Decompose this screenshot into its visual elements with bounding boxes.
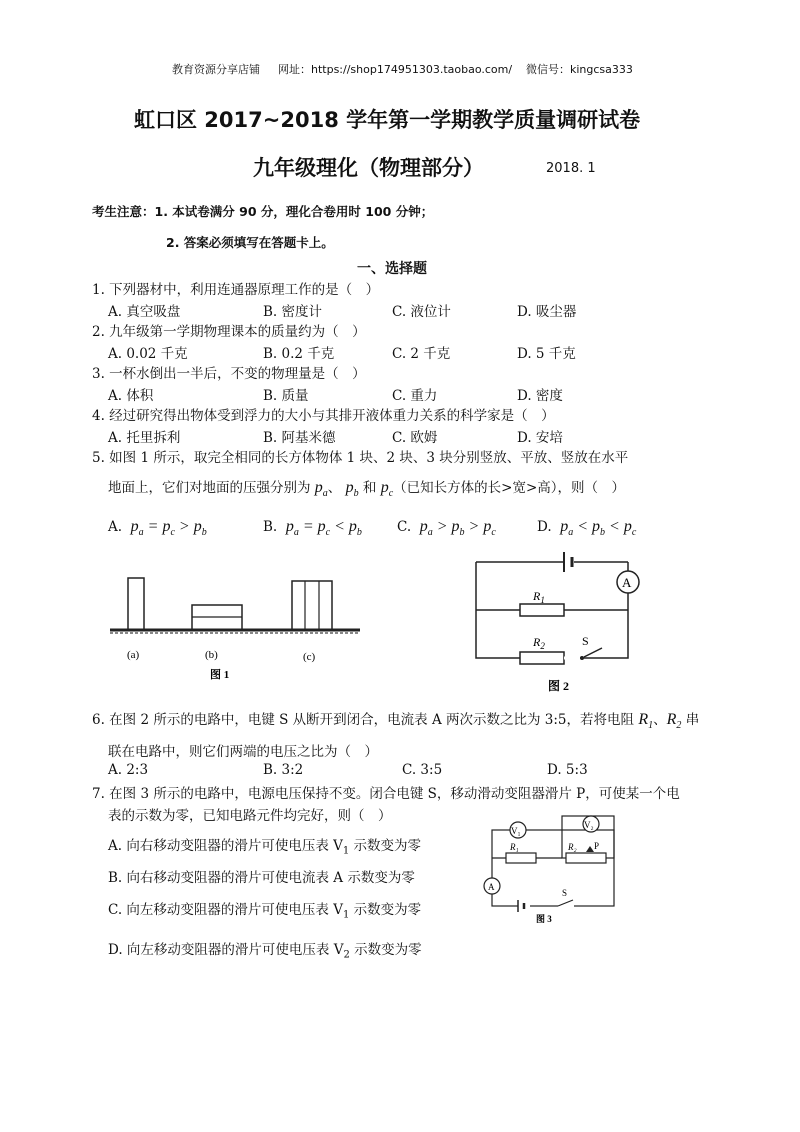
fig3-r2 [566, 853, 606, 863]
fig1-caption: 图 1 [210, 669, 230, 681]
q5-option-b[interactable]: B. $p_a = p_c < p_b$ [263, 518, 362, 539]
q2-option-a[interactable]: A. 0.02 千克 [108, 346, 188, 362]
exam-date: 2018. 1 [546, 161, 596, 176]
svg-text:R₂: R₂ [568, 842, 577, 852]
exam-subtitle: 九年级理化（物理部分） [253, 156, 484, 180]
q7-option-a[interactable]: A. 向右移动变阻器的滑片可使电压表 $V_1$ 示数变为零 [108, 838, 422, 857]
q5-stem-line-2: 地面上，它们对地面的压强分别为 $p_a$、 $p_b$ 和 $p_c$（已知长方体的长>宽>高），则（ ） [108, 479, 626, 500]
q4-option-c[interactable]: C. 欧姆 [392, 430, 438, 446]
svg-text:R₁: R₁ [510, 842, 519, 852]
svg-text:S: S [582, 634, 589, 648]
fig1-block-a [128, 578, 144, 630]
section-heading: 一、选择题 [357, 261, 427, 277]
exam-title: 虹口区 2017~2018 学年第一学期教学质量调研试卷 [134, 108, 641, 132]
q5-option-c[interactable]: C. $p_a > p_b > p_c$ [397, 518, 496, 539]
fig2-r2 [520, 652, 564, 664]
q7-stem-line-2: 表的示数为零，已知电路元件均完好，则（ ） [108, 808, 392, 824]
q2-option-b[interactable]: B. 0.2 千克 [263, 346, 335, 362]
q4-stem: 4. 经过研究得出物体受到浮力的大小与其排开液体重力关系的科学家是（ ） [92, 408, 555, 424]
svg-text:A: A [488, 882, 495, 892]
figure-1 [105, 568, 365, 686]
q7-option-d[interactable]: D. 向左移动变阻器的滑片可使电压表 $V_2$ 示数变为零 [108, 942, 422, 961]
svg-text:R1: $R_1$ [533, 589, 545, 605]
q5-option-a[interactable]: A. $p_a = p_c > p_b$ [108, 518, 207, 539]
svg-text:V₂: V₂ [584, 820, 594, 830]
wechat-id: 微信号：kingcsa333 [526, 63, 633, 76]
q6-option-c[interactable]: C. 3:5 [402, 762, 443, 778]
q2-option-d[interactable]: D. 5 千克 [517, 346, 576, 362]
fig1-label-a: (a) [127, 649, 140, 661]
q5-stem-line-1: 5. 如图 1 所示，取完全相同的长方体物体 1 块、2 块、3 块分别竖放、平放、竖放在水平 [92, 450, 629, 466]
q7-option-b[interactable]: B. 向右移动变阻器的滑片可使电流表 A 示数变为零 [108, 870, 415, 886]
q1-option-d[interactable]: D. 吸尘器 [517, 304, 577, 320]
q3-option-a[interactable]: A. 体积 [108, 388, 154, 404]
q3-option-b[interactable]: B. 质量 [263, 388, 309, 404]
q4-option-d[interactable]: D. 安培 [517, 430, 563, 446]
svg-text:R2: $R_2$ [533, 635, 545, 651]
fig2-caption: 图 2 [548, 679, 570, 693]
svg-text:V₁: V₁ [511, 826, 521, 836]
shop-name: 教育资源分享店铺 [172, 63, 260, 76]
fig3-caption: 图 3 [536, 914, 552, 924]
q6-option-d[interactable]: D. 5:3 [547, 762, 588, 778]
figure-2 [468, 548, 648, 696]
q6-stem-line-2: 联在电路中，则它们两端的电压之比为（ ） [108, 744, 378, 760]
shop-url[interactable]: 网址：https://shop174951303.taobao.com/ [278, 63, 513, 76]
q3-option-d[interactable]: D. 密度 [517, 388, 563, 404]
q1-stem: 1. 下列器材中，利用连通器原理工作的是（ ） [92, 282, 380, 298]
figure-3 [478, 812, 628, 924]
q6-option-a[interactable]: A. 2:3 [108, 762, 149, 778]
notes-line-1: 考生注意：1. 本试卷满分 90 分，理化合卷用时 100 分钟； [92, 204, 434, 219]
fig2-switch [584, 648, 602, 657]
svg-text:S: S [562, 888, 568, 898]
q2-option-c[interactable]: C. 2 千克 [392, 346, 451, 362]
notes-line-2: 2. 答案必须填写在答题卡上。 [166, 235, 334, 250]
fig2-r1 [520, 604, 564, 616]
fig1-label-c: (c) [303, 651, 316, 663]
fig3-r1 [506, 853, 536, 863]
q1-option-c[interactable]: C. 液位计 [392, 304, 451, 320]
q7-stem-line-1: 7. 在图 3 所示的电路中，电源电压保持不变。闭合电键 S，移动滑动变阻器滑片 P，可使某一个电 [92, 786, 680, 802]
q6-stem-line-1: 6. 在图 2 所示的电路中，电键 S 从断开到闭合，电流表 A 两次示数之比为 3:5，若将电阻 $R_1$、$R_2$ 串 [92, 711, 700, 732]
q4-option-a[interactable]: A. 托里拆利 [108, 430, 181, 446]
svg-text:A: A [622, 575, 632, 590]
q3-stem: 3. 一杯水倒出一半后，不变的物理量是（ ） [92, 366, 366, 382]
q1-option-b[interactable]: B. 密度计 [263, 304, 323, 320]
q2-stem: 2. 九年级第一学期物理课本的质量约为（ ） [92, 324, 366, 340]
fig1-label-b: (b) [205, 649, 218, 661]
q7-option-c[interactable]: C. 向左移动变阻器的滑片可使电压表 $V_1$ 示数变为零 [108, 902, 422, 921]
q1-option-a[interactable]: A. 真空吸盘 [108, 304, 181, 320]
q4-option-b[interactable]: B. 阿基米德 [263, 430, 336, 446]
q5-option-d[interactable]: D. $p_a < p_b < p_c$ [537, 518, 637, 539]
q6-option-b[interactable]: B. 3:2 [263, 762, 304, 778]
q3-option-c[interactable]: C. 重力 [392, 388, 438, 404]
svg-text:P: P [594, 841, 600, 851]
fig1-block-c [292, 581, 332, 630]
